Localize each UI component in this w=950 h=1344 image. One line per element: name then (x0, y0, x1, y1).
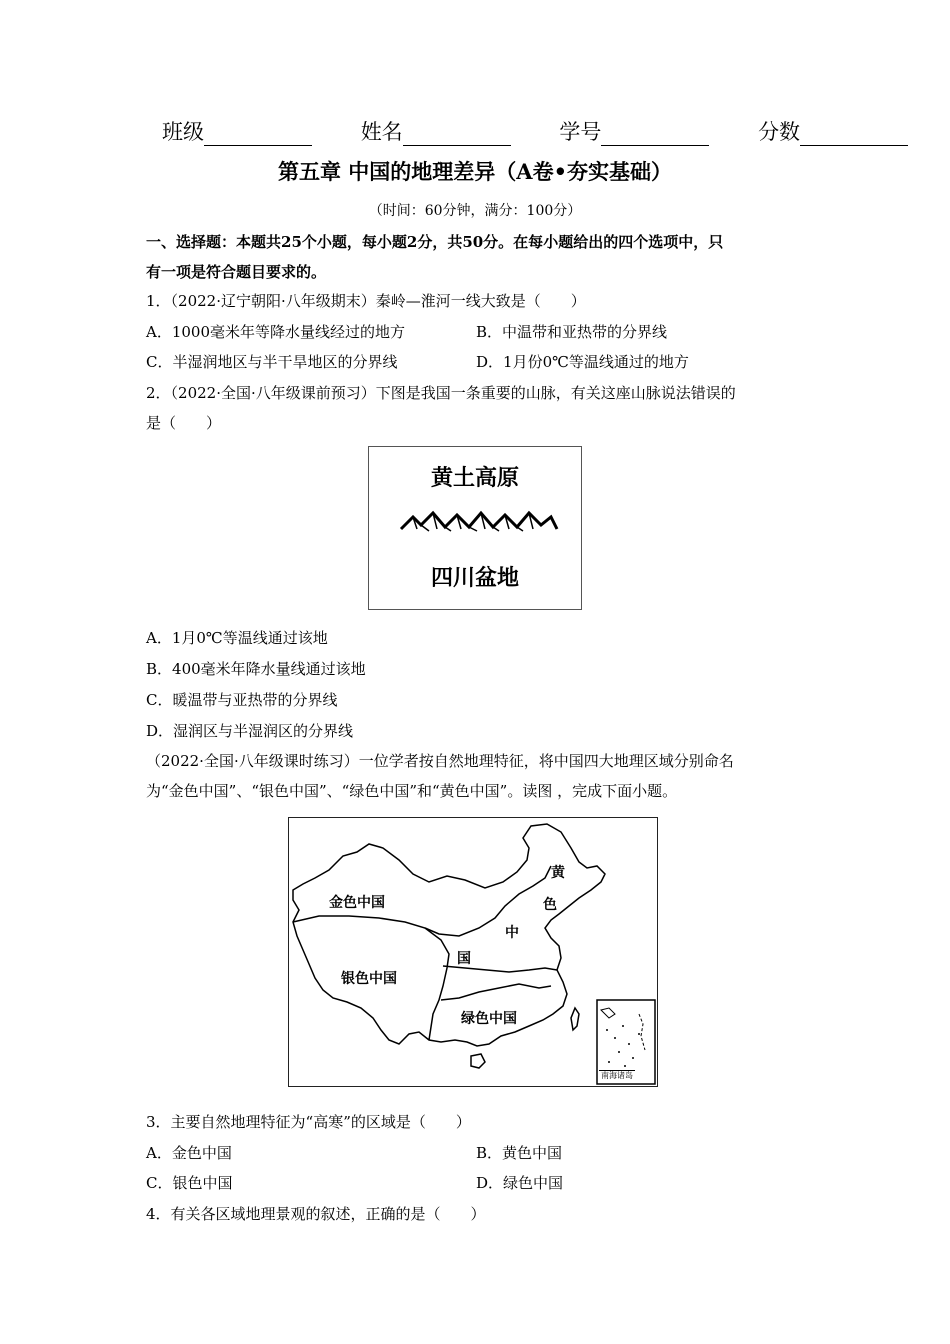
mountain-figure (368, 446, 582, 610)
map-label-green: 绿色中国 (461, 1011, 517, 1027)
china-regions-map (288, 817, 658, 1087)
q3-option-c: C．银色中国 (146, 1174, 233, 1192)
class-blank[interactable] (204, 123, 312, 146)
figure-label-loess-plateau: 黄土高原 (430, 465, 519, 491)
q4-stem: 4．有关各区域地理景观的叙述，正确的是（ ） (146, 1205, 486, 1223)
q3-stem: 3．主要自然地理特征为“高寒”的区域是（ ） (146, 1113, 471, 1131)
map-label-yellow-3: 中 (505, 925, 519, 941)
q1-stem: 1．（2022·辽宁朝阳·八年级期末）秦岭—淮河一线大致是（ ） (146, 292, 586, 310)
q3-option-d: D．绿色中国 (476, 1174, 564, 1192)
map-label-yellow-4: 国 (457, 951, 471, 967)
q2-stem-line2: 是（ ） (146, 414, 222, 432)
score-blank[interactable] (800, 123, 908, 146)
mountain-range-icon (399, 507, 559, 537)
q3-option-a: A．金色中国 (146, 1144, 232, 1162)
section-heading-line1: 一、选择题：本题共25个小题，每小题2分，共50分。在每小题给出的四个选项中，只 (146, 233, 724, 251)
group-intro-line2: 为“金色中国”、“银色中国”、“绿色中国”和“黄色中国”。读图 ，完成下面小题。 (146, 782, 678, 800)
figure-label-sichuan-basin: 四川盆地 (430, 565, 519, 591)
map-inset-label: 南海诸岛 (601, 1071, 633, 1080)
page-title: 第五章 中国的地理差异（A卷•夯实基础） (277, 159, 673, 184)
score-label: 分数 (758, 120, 801, 144)
map-label-yellow-2: 色 (543, 897, 557, 913)
q2-option-d: D．湿润区与半湿润区的分界线 (146, 722, 354, 740)
section-heading-line2: 有一项是符合题目要求的。 (146, 263, 327, 281)
group-intro-line1: （2022·全国·八年级课时练习）一位学者按自然地理特征，将中国四大地理区域分别命名 (146, 752, 734, 770)
q1-option-a: A．1000毫米年等降水量线经过的地方 (146, 323, 406, 341)
map-label-gold: 金色中国 (329, 895, 385, 911)
id-label: 学号 (559, 120, 602, 144)
q3-option-b: B．黄色中国 (476, 1144, 563, 1162)
name-blank[interactable] (403, 123, 511, 146)
name-label: 姓名 (360, 120, 403, 144)
class-label: 班级 (162, 120, 204, 144)
q1-option-c: C．半湿润地区与半干旱地区的分界线 (146, 353, 398, 371)
page-subtitle: （时间：60分钟，满分：100分） (368, 203, 582, 219)
student-info-row (162, 116, 908, 146)
q2-option-c: C．暖温带与亚热带的分界线 (146, 691, 338, 709)
q1-option-b: B．中温带和亚热带的分界线 (476, 323, 668, 341)
map-label-yellow-1: 黄 (551, 865, 565, 881)
q2-option-a: A．1月0℃等温线通过该地 (146, 629, 328, 647)
q1-option-d: D．1月份0℃等温线通过的地方 (476, 353, 689, 371)
id-blank[interactable] (601, 123, 709, 146)
china-outline-map (289, 818, 657, 1086)
map-label-silver: 银色中国 (341, 971, 397, 987)
q2-stem-line1: 2．（2022·全国·八年级课前预习）下图是我国一条重要的山脉，有关这座山脉说法错误的 (146, 384, 736, 402)
q2-option-b: B．400毫米年降水量线通过该地 (146, 660, 366, 678)
